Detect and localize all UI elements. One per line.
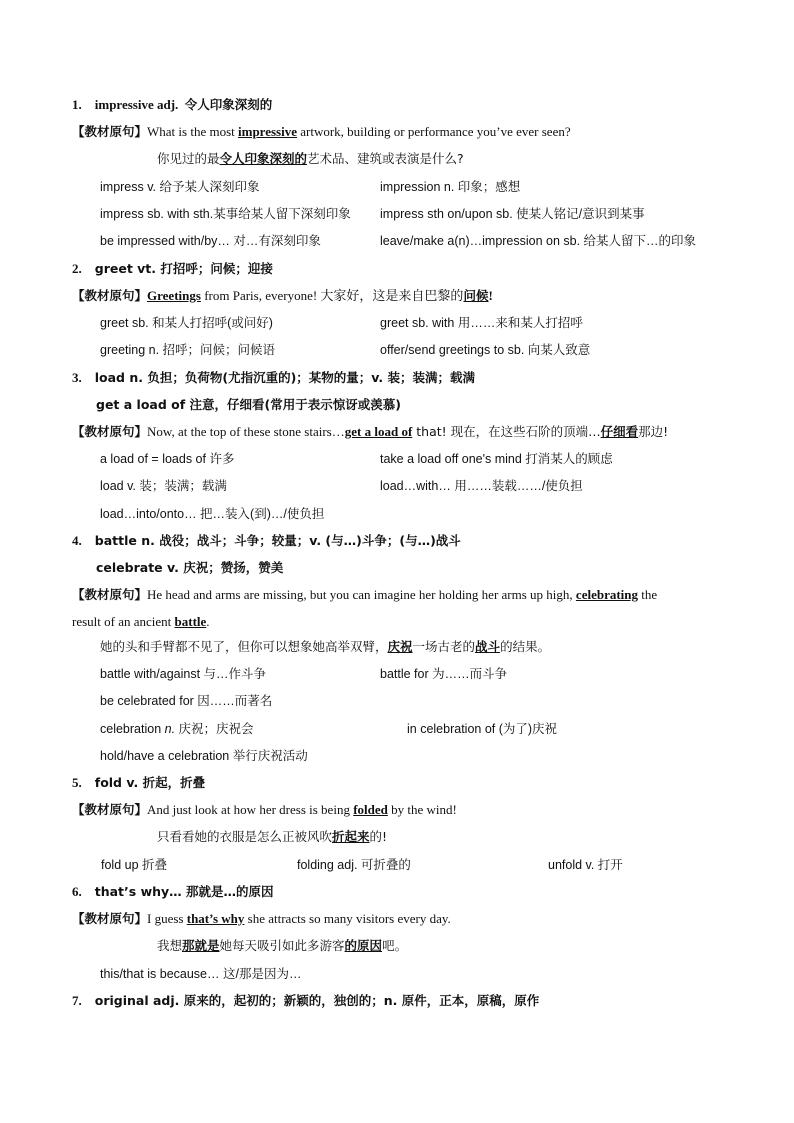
keyword: impressive bbox=[238, 124, 297, 139]
item-6-translation: 我想那就是她每天吸引如此多游客的原因吧。 bbox=[157, 938, 408, 953]
item-1-headword: impressive adj. bbox=[94, 97, 179, 112]
item-5-phrase: fold up 折叠 bbox=[101, 858, 168, 872]
item-4-translation: 她的头和手臂都不见了，但你可以想象她高举双臂，庆祝一场古老的战斗的结果。 bbox=[100, 639, 551, 654]
item-7-heading: 7. original adj. 原来的，起初的；新颖的，独创的；n. 原件，正本，原稿，原作 bbox=[72, 993, 540, 1008]
item-2-example: 【教材原句】Greetings from Paris, everyone! 大家好，这是来自巴黎的问候! bbox=[72, 288, 493, 303]
item-3-subheading: get a load of 注意，仔细看(常用于表示惊讶或羡慕) bbox=[96, 397, 401, 412]
item-5-heading: 5. fold v. 折起，折叠 bbox=[72, 775, 206, 790]
item-4-phrase: hold/have a celebration 举行庆祝活动 bbox=[100, 749, 308, 763]
item-3-phrase: take a load off one's mind 打消某人的顾虑 bbox=[380, 452, 613, 466]
item-1-example: 【教材原句】What is the most impressive artwork, building or performance you’ve ever seen? bbox=[72, 124, 571, 139]
item-4-phrase: battle for 为……而斗争 bbox=[380, 667, 508, 681]
item-1-phrase: impression n. 印象；感想 bbox=[380, 180, 521, 194]
item-3-phrase: load…into/onto… 把…装入(到)…/使负担 bbox=[100, 507, 325, 521]
item-4-example-cont: result of an ancient battle. bbox=[72, 614, 210, 629]
item-6-heading: 6. that’s why… 那就是…的原因 bbox=[72, 884, 274, 899]
item-3-phrase: load v. 装；装满；载满 bbox=[100, 479, 227, 493]
item-3-phrase: load…with… 用……装载……/使负担 bbox=[380, 479, 583, 493]
item-1-phrase: be impressed with/by… 对…有深刻印象 bbox=[100, 234, 321, 248]
item-1-translation: 你见过的最令人印象深刻的艺术品、建筑或表演是什么? bbox=[157, 151, 464, 166]
item-5-phrase: unfold v. 打开 bbox=[548, 858, 623, 872]
item-1-heading: 1. impressive adj. 令人印象深刻的 bbox=[72, 97, 273, 112]
item-3-example: 【教材原句】Now, at the top of these stone stairs…get a load of that! 现在，在这些石阶的顶端…仔细看那边! bbox=[72, 424, 669, 439]
item-2-heading: 2. greet vt. 打招呼；问候；迎接 bbox=[72, 261, 273, 276]
label-textbook-sentence: 【教材原句】 bbox=[72, 911, 148, 926]
keyword: folded bbox=[353, 802, 388, 817]
keyword: celebrating bbox=[575, 587, 639, 602]
item-4-phrase: battle with/against 与…作斗争 bbox=[100, 667, 267, 681]
item-6-phrase: this/that is because… 这/那是因为… bbox=[100, 967, 302, 981]
item-2-phrase: greeting n. 招呼；问候；问候语 bbox=[100, 343, 276, 357]
item-1-phrase: impress sth on/upon sb. 使某人铭记/意识到某事 bbox=[380, 207, 645, 221]
item-3-phrase: a load of = loads of 许多 bbox=[100, 452, 235, 466]
item-2-phrase: greet sb. 和某人打招呼(或问好) bbox=[100, 316, 273, 330]
label-textbook-sentence: 【教材原句】 bbox=[72, 288, 148, 303]
item-4-phrase: be celebrated for 因……而著名 bbox=[100, 694, 273, 708]
item-5-example: 【教材原句】And just look at how her dress is being folded by the wind! bbox=[72, 802, 457, 817]
label-textbook-sentence: 【教材原句】 bbox=[72, 424, 148, 439]
keyword: Greetings bbox=[147, 288, 201, 303]
label-textbook-sentence: 【教材原句】 bbox=[72, 587, 148, 602]
label-textbook-sentence: 【教材原句】 bbox=[72, 124, 148, 139]
label-textbook-sentence: 【教材原句】 bbox=[72, 802, 148, 817]
item-3-heading: 3. load n. 负担；负荷物(尤指沉重的)；某物的量；v. 装；装满；载满 bbox=[72, 370, 476, 385]
item-6-example: 【教材原句】I guess that’s why she attracts so many visitors every day. bbox=[72, 911, 451, 926]
item-5-translation: 只看看她的衣服是怎么正被风吹折起来的! bbox=[157, 829, 388, 844]
item-4-phrase: celebration n. 庆祝；庆祝会 bbox=[100, 722, 254, 736]
item-2-phrase: greet sb. with 用……来和某人打招呼 bbox=[380, 316, 583, 330]
item-4-example: 【教材原句】He head and arms are missing, but you can imagine her holding her arms up high, celebrating the bbox=[72, 587, 658, 602]
keyword: that’s why bbox=[186, 911, 245, 926]
item-4-subheading: celebrate v. 庆祝；赞扬，赞美 bbox=[96, 560, 284, 575]
keyword: battle bbox=[174, 614, 207, 629]
item-5-phrase: folding adj. 可折叠的 bbox=[297, 858, 411, 872]
item-1-phrase: impress v. 给予某人深刻印象 bbox=[100, 180, 260, 194]
item-1-phrase: leave/make a(n)…impression on sb. 给某人留下…的印象 bbox=[380, 234, 697, 248]
item-1-phrase: impress sb. with sth.某事给某人留下深刻印象 bbox=[100, 207, 351, 221]
item-4-phrase: in celebration of (为了)庆祝 bbox=[407, 722, 558, 736]
keyword: get a load of bbox=[344, 424, 413, 439]
item-2-phrase: offer/send greetings to sb. 向某人致意 bbox=[380, 343, 591, 357]
item-4-heading: 4. battle n. 战役；战斗；斗争；较量；v. (与…)斗争；(与…)战斗 bbox=[72, 533, 461, 548]
